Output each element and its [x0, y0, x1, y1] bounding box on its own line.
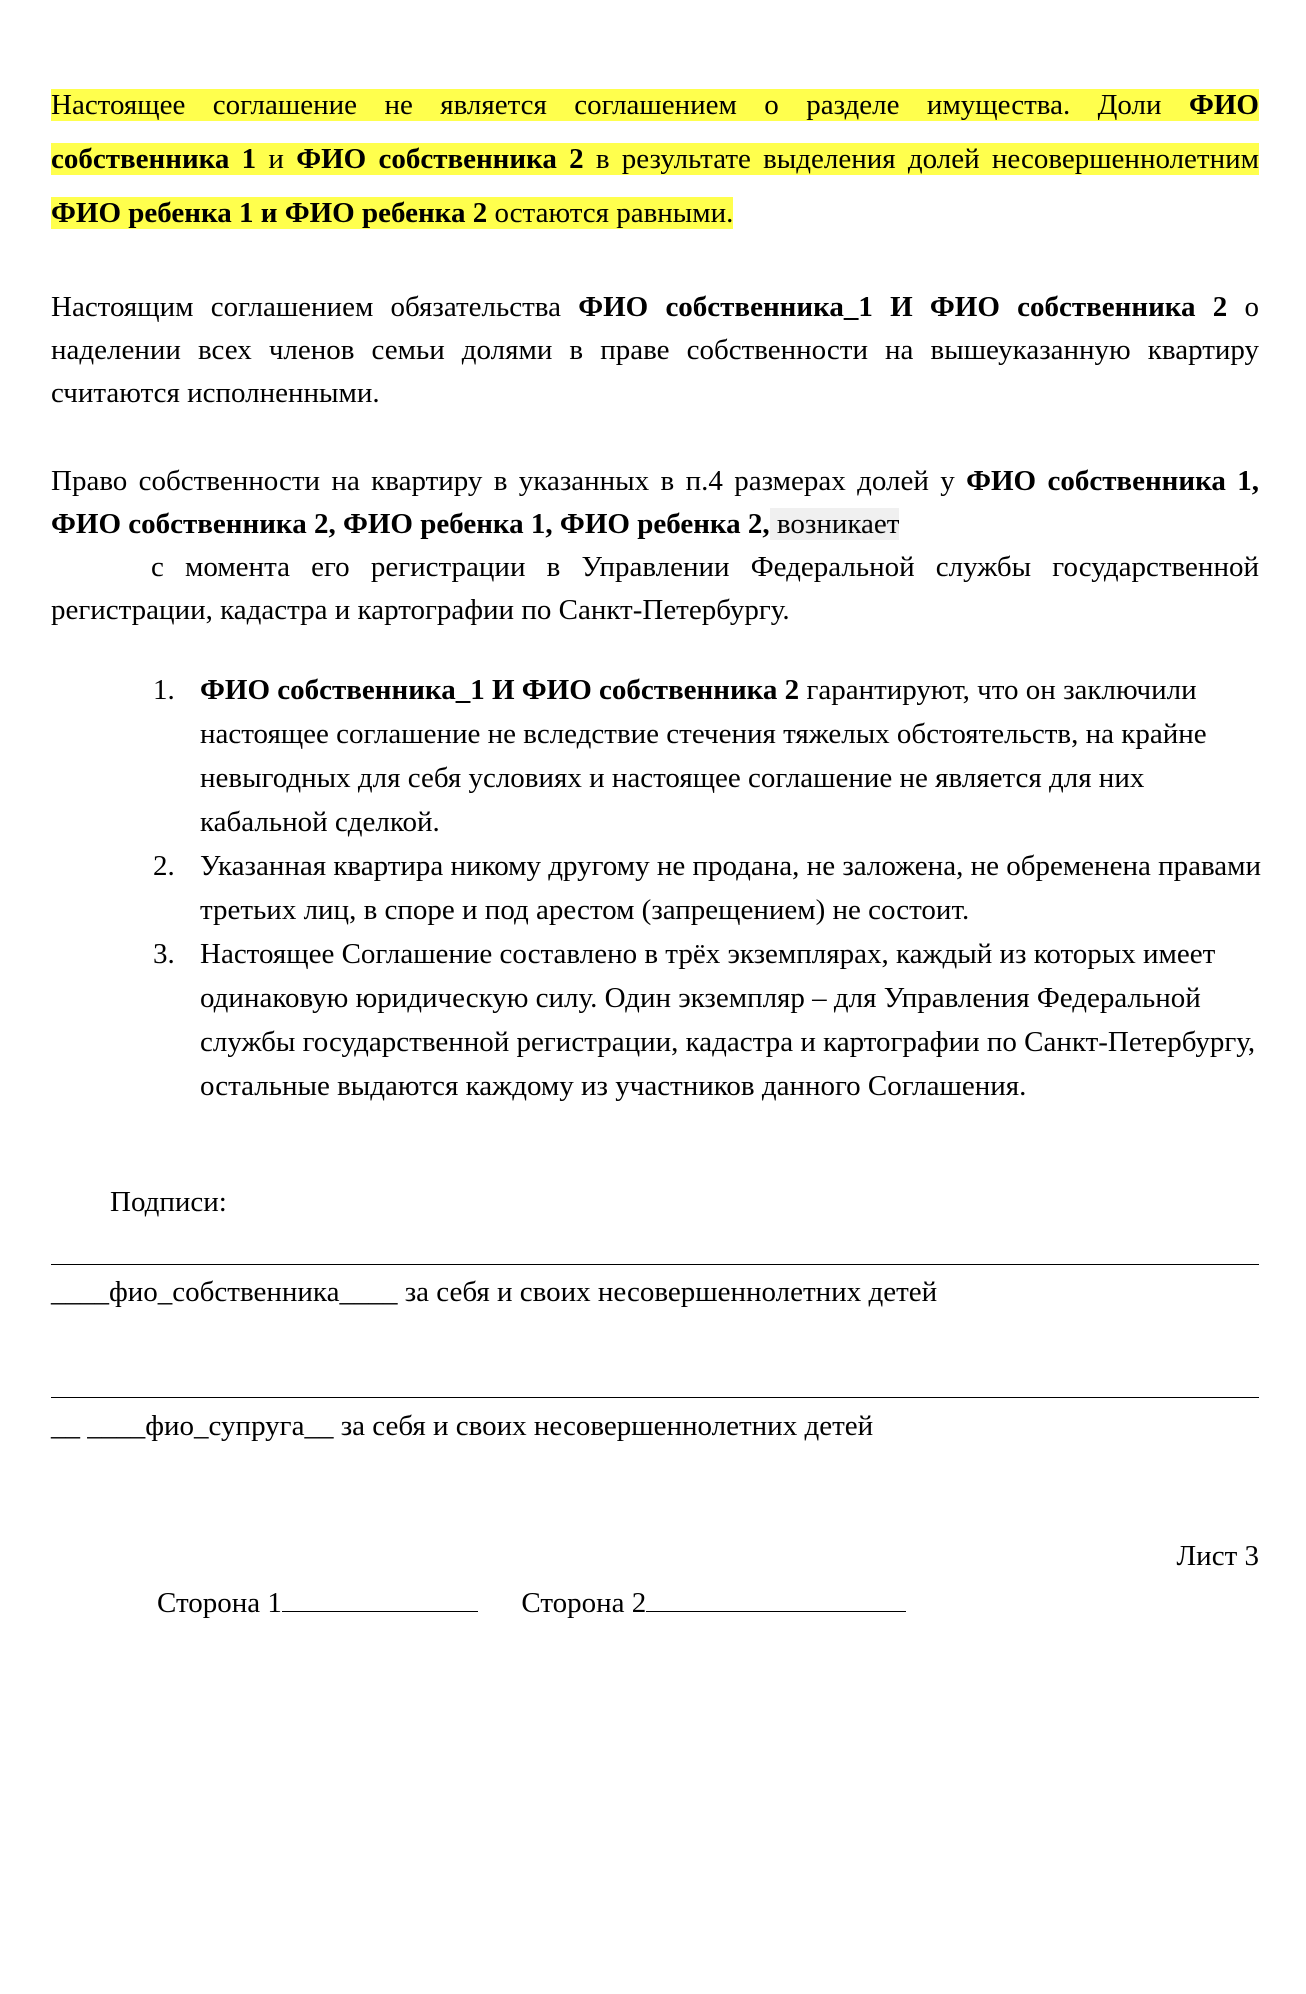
- side-1-blank: [282, 1583, 478, 1612]
- side-2-blank: [646, 1583, 906, 1612]
- parties-signature-row: [157, 1583, 906, 1620]
- spouse-signature-line: __ ____фио_супруга__ за себя и своих несовершеннолетних детей: [51, 1410, 874, 1442]
- side-1-label: Сторона 1: [157, 1587, 282, 1619]
- list-item: 1. ФИО собственника_1 И ФИО собственника 2 гарантируют, что он заключили настоящее соглашение не вследствие стечения тяжелых обстоятельств, на крайне невыгодных для себя условиях и настоящее соглашение не является для них кабальной сделкой.: [153, 674, 1207, 838]
- paragraph-obligations-fulfilled: Настоящим соглашением обязательства ФИО собственника_1 И ФИО собственника 2 о наделении всех членов семьи долями в праве собственности на вышеуказанную квартиру считаются исполненными.: [51, 291, 1260, 409]
- highlighted-text: Настоящее соглашение не является соглашением о разделе имущества. Доли ФИО собственника 1 и ФИО собственника 2 в результате выделения долей несовершеннолетним ФИО ребенка 1 и ФИО ребенка 2 остаются равными.: [51, 89, 1259, 229]
- signature-rule-owner: [51, 1264, 1259, 1265]
- side-2-label: Сторона 2: [521, 1587, 647, 1619]
- paragraph-ownership-right: Право собственности на квартиру в указанных в п.4 размерах долей у ФИО собственника 1, ФИО собственника 2, ФИО ребенка 1, ФИО ребенка 2, возникает с момента его регистрации в Управлении Федеральной службы государственной регистрации, кадастра и картографии по Санкт-Петербургу.: [51, 465, 1259, 626]
- owner-signature-line: ____фио_собственника____ за себя и своих несовершеннолетних детей: [51, 1276, 938, 1308]
- sheet-number: Лист 3: [1176, 1540, 1259, 1572]
- paragraph-not-property-division: [51, 78, 1259, 240]
- numbered-list: [105, 668, 1265, 1108]
- signatures-label: Подписи:: [110, 1186, 227, 1218]
- signature-rule-spouse: [51, 1397, 1259, 1398]
- list-item: 3. Настоящее Соглашение составлено в трёх экземплярах, каждый из которых имеет одинаковую юридическую силу. Один экземпляр – для Управления Федеральной службы государственной регистрации, кадастра и картографии по Санкт-Петербургу, остальные выдаются каждому из участников данного Соглашения.: [153, 938, 1256, 1102]
- list-item: 2. Указанная квартира никому другому не продана, не заложена, не обременена правами третьих лиц, в споре и под арестом (запрещением) не состоит.: [153, 850, 1262, 926]
